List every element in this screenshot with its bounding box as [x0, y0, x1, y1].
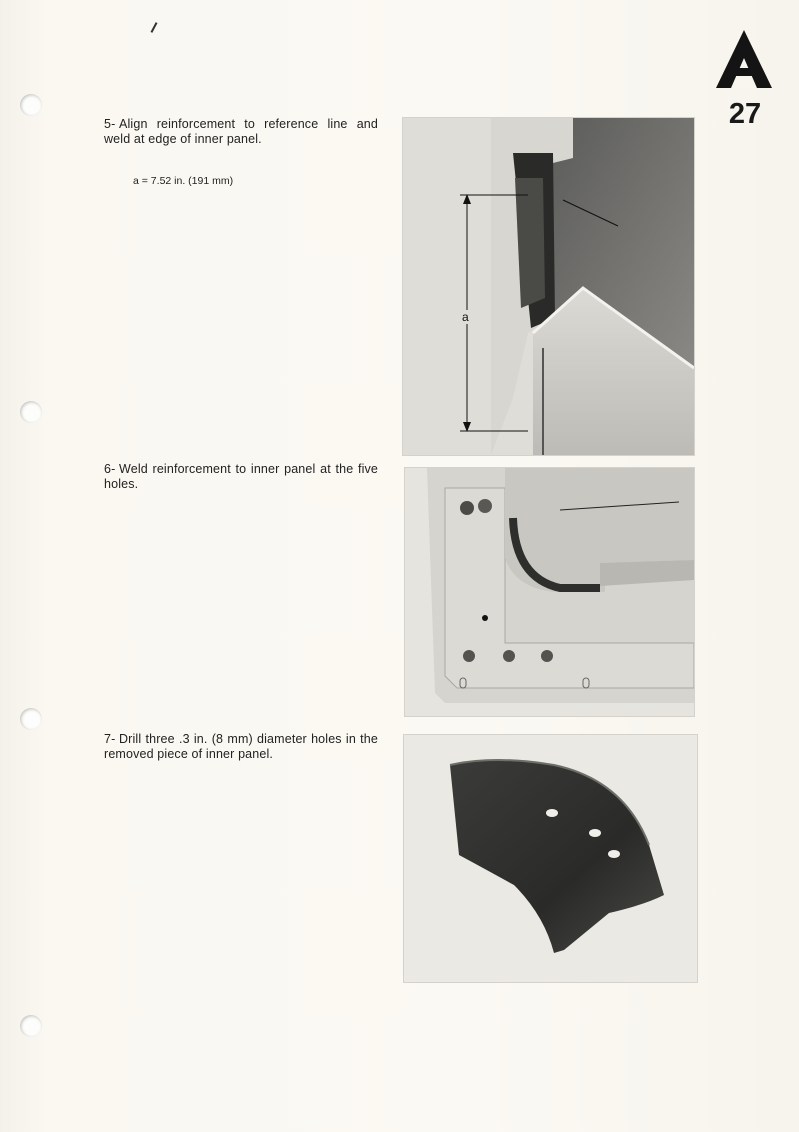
punch-hole: [20, 1015, 42, 1037]
punch-hole: [20, 401, 42, 423]
punch-hole: [20, 94, 42, 116]
step-7-text: [104, 732, 378, 762]
dimension-label: a: [462, 310, 469, 324]
section-a-icon: [716, 30, 772, 88]
step-6-text: [104, 462, 378, 492]
pen-mark: [151, 22, 158, 33]
step-5-text: [104, 117, 378, 147]
step-number: 7-: [104, 732, 116, 746]
step-instruction: Weld reinforcement to inner panel at the five holes.: [104, 462, 378, 491]
step-instruction: Align reinforcement to reference line and weld at edge of inner panel.: [104, 117, 378, 146]
step-5-photo: [402, 117, 695, 456]
dimension-spec: a = 7.52 in. (191 mm): [133, 175, 234, 187]
page-number: 27: [728, 98, 762, 130]
section-logo: [716, 30, 772, 88]
step-number: 5-: [104, 117, 116, 131]
punch-hole: [20, 708, 42, 730]
step-6-photo: [404, 467, 695, 717]
step-number: 6-: [104, 462, 116, 476]
step-7-photo: [403, 734, 698, 983]
step-instruction: Drill three .3 in. (8 mm) diameter holes in the removed piece of inner panel.: [104, 732, 378, 761]
